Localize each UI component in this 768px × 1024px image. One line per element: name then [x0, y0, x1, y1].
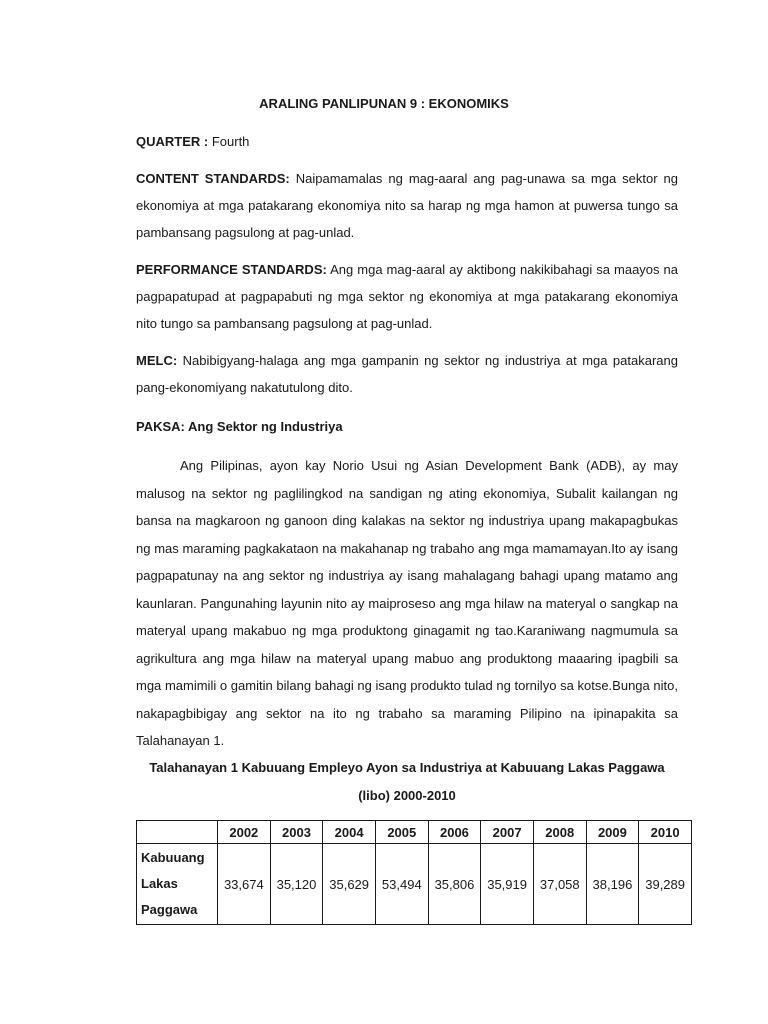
melc	[136, 347, 678, 401]
table-cell-2009: 38,196	[586, 844, 639, 925]
table-cell-2010: 39,289	[639, 844, 692, 925]
row-label-line2: Lakas	[141, 876, 178, 891]
table-cell-2005: 53,494	[375, 844, 428, 925]
table-caption-line1: Talahanayan 1 Kabuuang Empleyo Ayon sa Industriya at Kabuuang Lakas Paggawa	[149, 760, 665, 775]
table-header-2010: 2010	[639, 821, 692, 844]
performance-standards-label: PERFORMANCE STANDARDS:	[136, 262, 327, 277]
table-row	[137, 844, 692, 925]
paksa-label: PAKSA:	[136, 419, 185, 434]
table-header-blank	[137, 821, 218, 844]
table-header-2002: 2002	[218, 821, 271, 844]
table-header-2008: 2008	[533, 821, 586, 844]
table-header-2004: 2004	[323, 821, 376, 844]
table-header-row	[137, 821, 692, 844]
content-standards-label: CONTENT STANDARDS:	[136, 171, 290, 186]
performance-standards	[136, 256, 678, 337]
content-standards	[136, 165, 678, 246]
body-paragraph: Ang Pilipinas, ayon kay Norio Usui ng Asian Development Bank (ADB), ay may malusog na sektor ng paglilingkod na sandigan ng ating ekonomiya, Subalit kailangan ng bansa na magkaroon ng ganoon ding kalakas na sektor ng industriya upang makapagbukas ng mas maraming pagkakataon na makahanap ng trabaho ang mga mamamayan.Ito ay isang pagpapatunay na ang sektor ng industriya ay isang mahalagang bahagi upang matamo ang kaunlaran. Pangunahing layunin nito ay maiproseso ang mga hilaw na materyal o sangkap na materyal upang makabuo ng mga produktong ginagamit ng tao.Karaniwang nagmumula sa agrikultura ang mga hilaw na materyal upang mabuo ang produktong maaaring ipagbili sa mga mamimili o gamitin bilang bahagi ng isang produkto tulad ng tornilyo sa kotse.Bunga nito, nakapagbibigay ang sektor na ito ng trabaho sa maraming Pilipino na ipinapakita sa Talahanayan 1.	[136, 458, 678, 748]
row-label-line1: Kabuuang	[141, 850, 205, 865]
table-cell-2004: 35,629	[323, 844, 376, 925]
row-label	[137, 844, 218, 925]
employment-table	[136, 820, 692, 925]
table-header-2009: 2009	[586, 821, 639, 844]
melc-label: MELC:	[136, 353, 178, 368]
quarter-label: QUARTER :	[136, 134, 209, 149]
table-header-2006: 2006	[428, 821, 481, 844]
table-cell-2006: 35,806	[428, 844, 481, 925]
table-caption	[136, 754, 678, 810]
document-title: ARALING PANLIPUNAN 9 : EKONOMIKS	[259, 96, 509, 111]
performance-standards-text: Ang mga mag-aaral ay aktibong nakikibahagi sa maayos na pagpapatupad at pagpapabuti ng mga sektor ng ekonomiya at mga patakarang ekonomiya nito tungo sa pambansang pagsulong at pag-unlad.	[136, 262, 678, 331]
quarter-line	[136, 128, 678, 155]
quarter-value: Fourth	[211, 134, 250, 149]
table-header-2007: 2007	[481, 821, 534, 844]
table-header-2005: 2005	[375, 821, 428, 844]
table-cell-2003: 35,120	[270, 844, 323, 925]
table-header-2003: 2003	[270, 821, 323, 844]
paksa-value: Ang Sektor ng Industriya	[188, 419, 343, 434]
content-standards-text: Naipamamalas ng mag-aaral ang pag-unawa sa mga sektor ng ekonomiya at mga patakarang ekonomiya nito sa harap ng mga hamon at puwersa tungo sa pambansang pagsulong at pag-unlad.	[136, 171, 678, 240]
row-label-line3: Paggawa	[141, 902, 198, 917]
melc-text: Nabibigyang-halaga ang mga gampanin ng sektor ng industriya at mga patakarang pang-ekonomiyang nakatutulong dito.	[136, 353, 678, 395]
paksa-line	[136, 413, 678, 440]
table-cell-2007: 35,919	[481, 844, 534, 925]
table-cell-2008: 37,058	[533, 844, 586, 925]
table-cell-2002: 33,674	[218, 844, 271, 925]
table-caption-line2: (libo) 2000-2010	[358, 788, 456, 803]
